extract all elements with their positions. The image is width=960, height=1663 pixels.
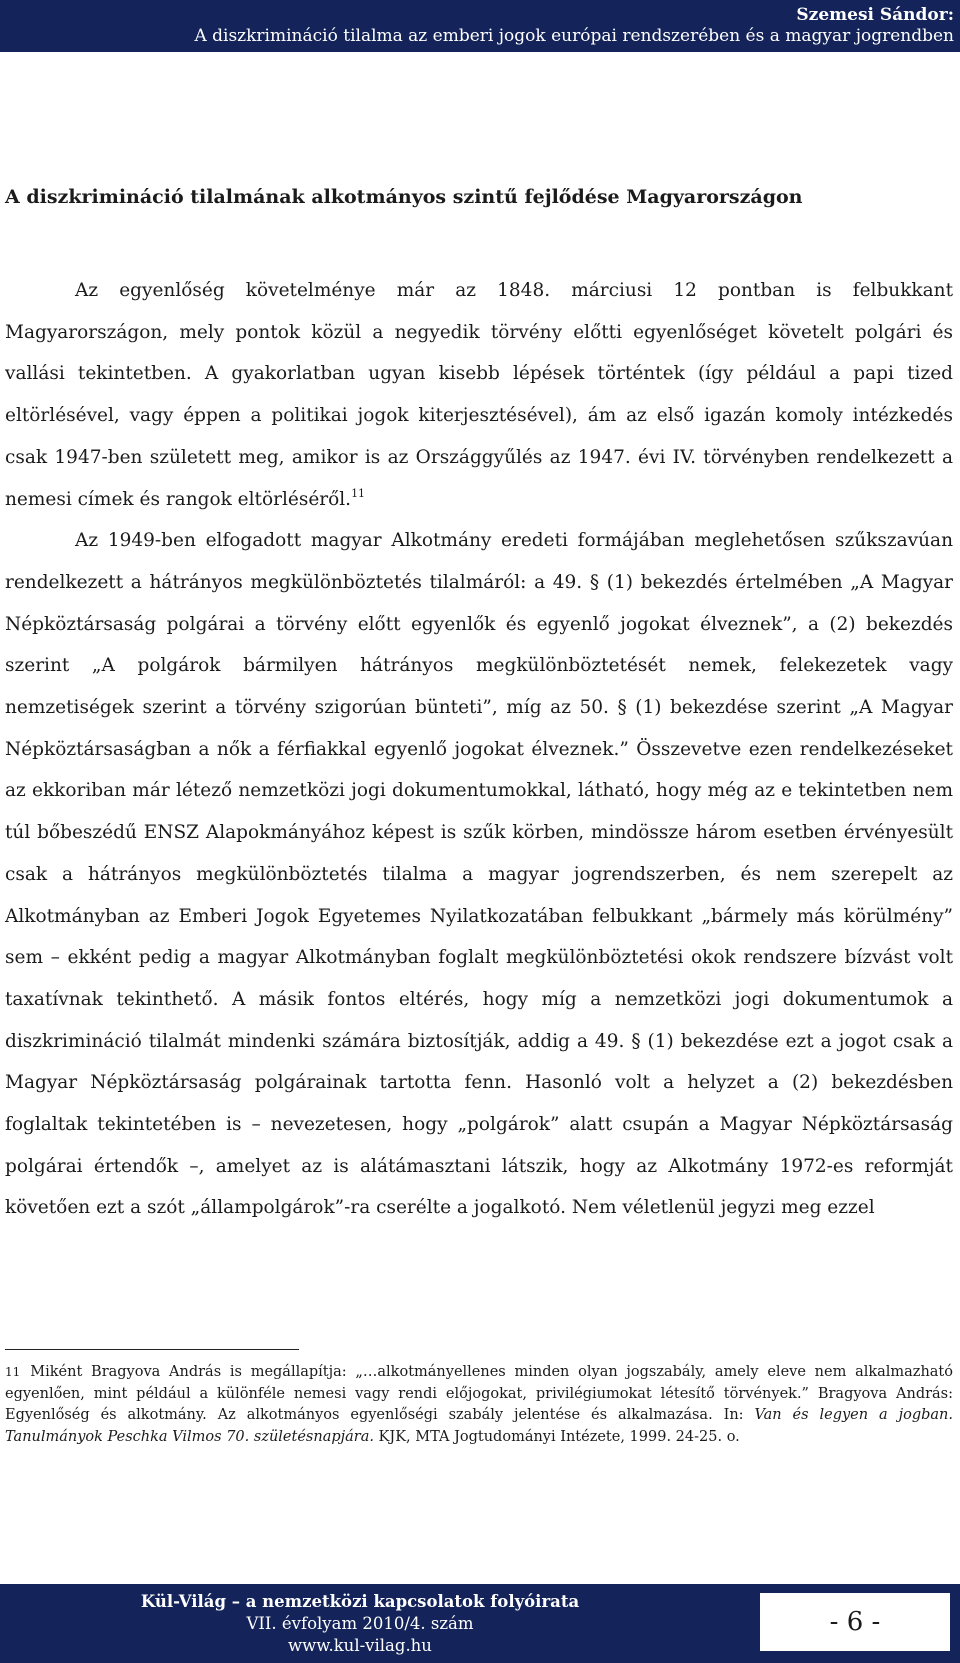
footnote-number: 11 (5, 1365, 21, 1379)
page-number: - 6 - (760, 1593, 950, 1651)
paragraph-1-text: Az egyenlőség követelménye már az 1848. márciusi 12 pontban is felbukkant Magyarországon, mely pontok közül a negyedik törvény előtti egyenlőséget követelt polgári és vallási tekintetben. A gyakorlatban ugyan kisebb lépések történtek (így például a papi tized eltörlésével, vagy éppen a politikai jogok kiterjesztésével), ám az első igazán komoly intézkedés csak 1947-ben született meg, amikor is az Országgyűlés az 1947. évi IV. törvényben rendelkezett a nemesi címek és rangok eltörléséről. (5, 280, 953, 510)
article-body (5, 270, 953, 1229)
footer-info (0, 1591, 720, 1657)
page-footer (0, 1584, 960, 1663)
page-header (0, 0, 960, 52)
footnote-text-a: Miként Bragyova András is megállapítja: „…alkotmányellenes minden olyan jogszabály, amely eleve nem alkalmazható egyenlően, mint például a különféle nemesi vagy rendi előjogokat, privilégiumokat létesítő törvények.” Bragyova András: Egyenlőség és alkotmány. Az alkotmányos egyenlőségi szabály jelentése és alkalmazása. In: (5, 1364, 953, 1423)
footnote-separator (5, 1349, 299, 1350)
paragraph-1 (5, 270, 953, 520)
footnote-text-b: KJK, MTA Jogtudományi Intézete, 1999. 24-25. o. (373, 1428, 740, 1445)
footer-journal: Kül-Világ – a nemzetközi kapcsolatok folyóirata (140, 1592, 580, 1611)
header-author: Szemesi Sándor: (796, 5, 954, 25)
section-title: A diszkrimináció tilalmának alkotmányos szintű fejlődése Magyarországon (5, 186, 803, 208)
footnote-cited-work: Van és legyen a jogban. Tanulmányok Peschka Vilmos 70. születésnapjára. (5, 1407, 953, 1445)
paragraph-2: Az 1949-ben elfogadott magyar Alkotmány eredeti formájában meglehetősen szűkszavúan rendelkezett a hátrányos megkülönböztetés tilalmáról: a 49. § (1) bekezdés értelmében „A Magyar Népköztársaság polgárai a törvény előtt egyenlők és egyenlő jogokat élveznek”, a (2) bekezdés szerint „A polgárok bármilyen hátrányos megkülönböztetését nemek, felekezetek vagy nemzetiségek szerint a törvény szigorúan bünteti”, míg az 50. § (1) bekezdése szerint „A Magyar Népköztársaságban a nők a férfiakkal egyenlő jogokat élveznek.” Összevetve ezen rendelkezéseket az ekkoriban már létező nemzetközi jogi dokumentumokkal, látható, hogy még az e tekintetben nem túl bőbeszédű ENSZ Alapokmányához képest is szűk körben, mindössze három esetben érvényesült csak a hátrányos megkülönböztetés tilalma a magyar jogrendszerben, és nem szerepelt az Alkotmányban az Emberi Jogok Egyetemes Nyilatkozatában felbukkant „bármely más körülmény” sem – ekként pedig a magyar Alkotmányban foglalt megkülönböztetési okok rendszere bízvást volt taxatívnak tekinthető. A másik fontos eltérés, hogy míg a nemzetközi jogi dokumentumok a diszkrimináció tilalmát mindenki számára biztosítják, addig a 49. § (1) bekezdése ezt a jogot csak a Magyar Népköztársaság polgárainak tartotta fenn. Hasonló volt a helyzet a (2) bekezdésben foglaltak tekintetében is – nevezetesen, hogy „polgárok” alatt csupán a Magyar Népköztársaság polgárai értendők –, amelyet az is alátámasztani látszik, hogy az Alkotmány 1972-es reformját követően ezt a szót „állampolgárok”-ra cserélte a jogalkotó. Nem véletlenül jegyzi meg ezzel (5, 530, 953, 1219)
header-article-title: A diszkrimináció tilalma az emberi jogok európai rendszerében és a magyar jogrendben (194, 26, 954, 46)
footnote (5, 1362, 953, 1448)
footnote-reference[interactable]: 11 (351, 486, 366, 500)
footer-website-link[interactable]: www.kul-vilag.hu (288, 1636, 432, 1655)
footer-volume: VII. évfolyam 2010/4. szám (246, 1614, 474, 1633)
